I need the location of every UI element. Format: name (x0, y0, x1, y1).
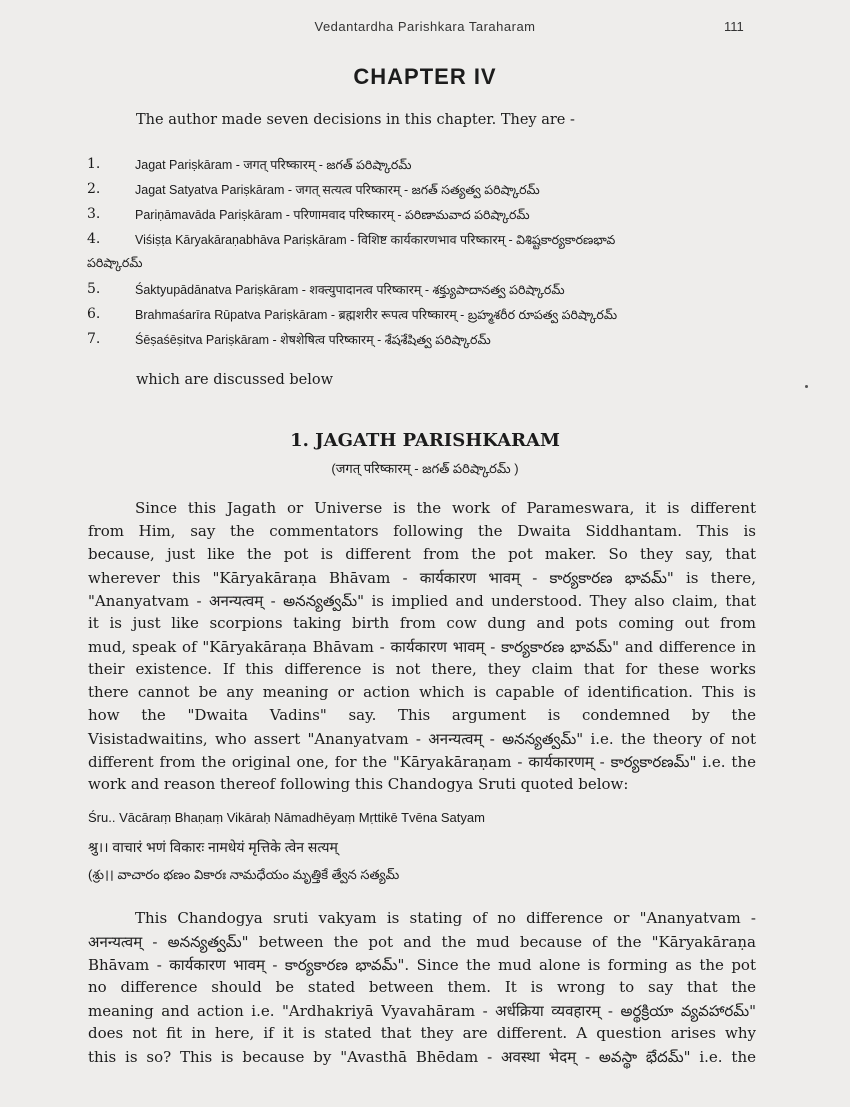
decision-list-outro: which are discussed below (136, 372, 334, 388)
paragraph-line: Visistadwaitins, who assert "Ananyatvam - अनन्यत्वम् - అనన్యత్వమ్" i.e. the theory of not (88, 730, 756, 748)
paragraph-line: how the "Dwaita Vadins" say. This argument is condemned by the (88, 706, 756, 724)
paragraph-line: different from the original one, for the "Kāryakāraṇam - कार्यकारणम् - కార్యకారణమ్" i.e. the (88, 753, 756, 771)
decision-text: Pariṇāmavāda Pariṣkāram - परिणामवाद परिष्कारम् - పరిణామవాద పరిష్కారమ్ (135, 208, 530, 222)
paragraph-line: meaning and action i.e. "Ardhakriyā Vyavahāram - अर्धक्रिया व्यवहारम् - అర్థక్రియా వ్యవహారమ్" (88, 1002, 756, 1020)
sruti-devanagari: श्रु।। वाचारं भणं विकारः नामधेयं मृत्तिके त्वेन सत्यम् (88, 839, 338, 855)
paragraph-line: because, just like the pot is different from the pot maker. So they say, that (88, 545, 756, 563)
chapter-title: CHAPTER IV (353, 64, 497, 89)
decision-text: Jagat Satyatva Pariṣkāram - जगत् सत्यत्व परिष्कारम् - జగత్ సత్యత్వ పరిష్కారమ్ (135, 183, 540, 197)
paragraph-line: no difference should be stated between them. It is wrong to say that the (88, 978, 756, 996)
decision-number: 5. (87, 281, 101, 297)
decision-number: 2. (87, 181, 101, 197)
decision-text: Jagat Pariṣkāram - जगत् परिष्कारम् - జగత్ పరిష్కారమ్ (135, 158, 412, 172)
decision-text: Śēṣaśēṣitva Pariṣkāram - शेषशेषित्व परिष्कारम् - శేషశేషిత్వ పరిష్కారమ్ (135, 333, 491, 347)
decision-text: Brahmaśarīra Rūpatva Pariṣkāram - ब्रह्मशरीर रूपत्व परिष्कारम् - బ్రహ్మశరీర రూపత్వ పరిష్కారమ్ (135, 308, 618, 322)
paragraph-line: this is so? This is because by "Avasthā Bhēdam - अवस्था भेदम् - అవస్థా భేదమ్" i.e. the (88, 1048, 756, 1066)
decision-text: Viśiṣṭa Kāryakāraṇabhāva Pariṣkāram - विशिष्ट कार्यकारणभाव परिष्कारम् - విశిష్టకార్యకారణభావ (135, 233, 616, 247)
chapter-intro: The author made seven decisions in this chapter. They are - (136, 112, 575, 128)
paragraph-line: Bhāvam - कार्यकारण भावम् - కార్యకారణ భావమ్". Since the mud alone is forming as the pot (88, 956, 756, 974)
section-subtitle: (जगत् परिष्कारम् - జగత్ పరిష్కారమ్ ) (331, 461, 519, 476)
paragraph-line: does not fit in here, if it is stated that they are different. A question arises why (88, 1024, 756, 1042)
paragraph-line: their existence. If this difference is not there, they claim that for these works (88, 660, 756, 678)
paragraph-line: "Ananyatvam - अनन्यत्वम् - అనన్యత్వమ్" is implied and understood. They also claim, that (88, 592, 756, 610)
stray-mark (805, 385, 808, 388)
sruti-transliteration: Śru.. Vācāraṃ Bhaṇaṃ Vikāraḥ Nāmadhēyaṃ Mṛttikē Tvēna Satyam (88, 810, 485, 825)
running-header-title: Vedantardha Parishkara Taraharam (314, 19, 536, 34)
paragraph-line: अनन्यत्वम् - అనన్యత్వమ్" between the pot and the mud because of the "Kāryakāraṇa (88, 933, 756, 951)
paragraph-line: it is just like scorpions taking birth from cow dung and pots coming out from (88, 614, 756, 632)
paragraph-line: work and reason thereof following this Chandogya Sruti quoted below: (88, 775, 629, 793)
decision-text: Śaktyupādānatva Pariṣkāram - शक्त्युपादानत्व परिष्कारम् - శక్త్యుపాదానత్వ పరిష్కారమ్ (135, 283, 565, 297)
sruti-telugu: (శ్రు।। వాచారం భణం వికారః నామధేయం మృత్తికే త్వేన సత్యమ్ (88, 867, 400, 882)
paragraph-line: Since this Jagath or Universe is the work of Parameswara, it is different (135, 499, 756, 517)
decision-number: 1. (87, 156, 101, 172)
paragraph-line: This Chandogya sruti vakyam is stating of no difference or "Ananyatvam - (135, 909, 756, 927)
paragraph-line: wherever this "Kāryakāraṇa Bhāvam - कार्यकारण भावम् - కార్యకారణ భావమ్" is there, (88, 569, 756, 587)
paragraph-line: there cannot be any meaning or action which is capable of identification. This is (88, 683, 756, 701)
section-title: 1. JAGATH PARISHKARAM (290, 430, 560, 451)
paragraph-line: from Him, say the commentators following the Dwaita Siddhantam. This is (88, 522, 756, 540)
page-number: 111 (724, 19, 744, 34)
paragraph-line: mud, speak of "Kāryakāraṇa Bhāvam - कार्यकारण भावम् - కార్యకారణ భావమ్" and difference in (88, 638, 756, 656)
decision-number: 7. (87, 331, 101, 347)
decision-number: 6. (87, 306, 101, 322)
decision-continuation: పరిష్కారమ్ (87, 256, 143, 270)
decision-number: 3. (87, 206, 101, 222)
decision-number: 4. (87, 231, 101, 247)
